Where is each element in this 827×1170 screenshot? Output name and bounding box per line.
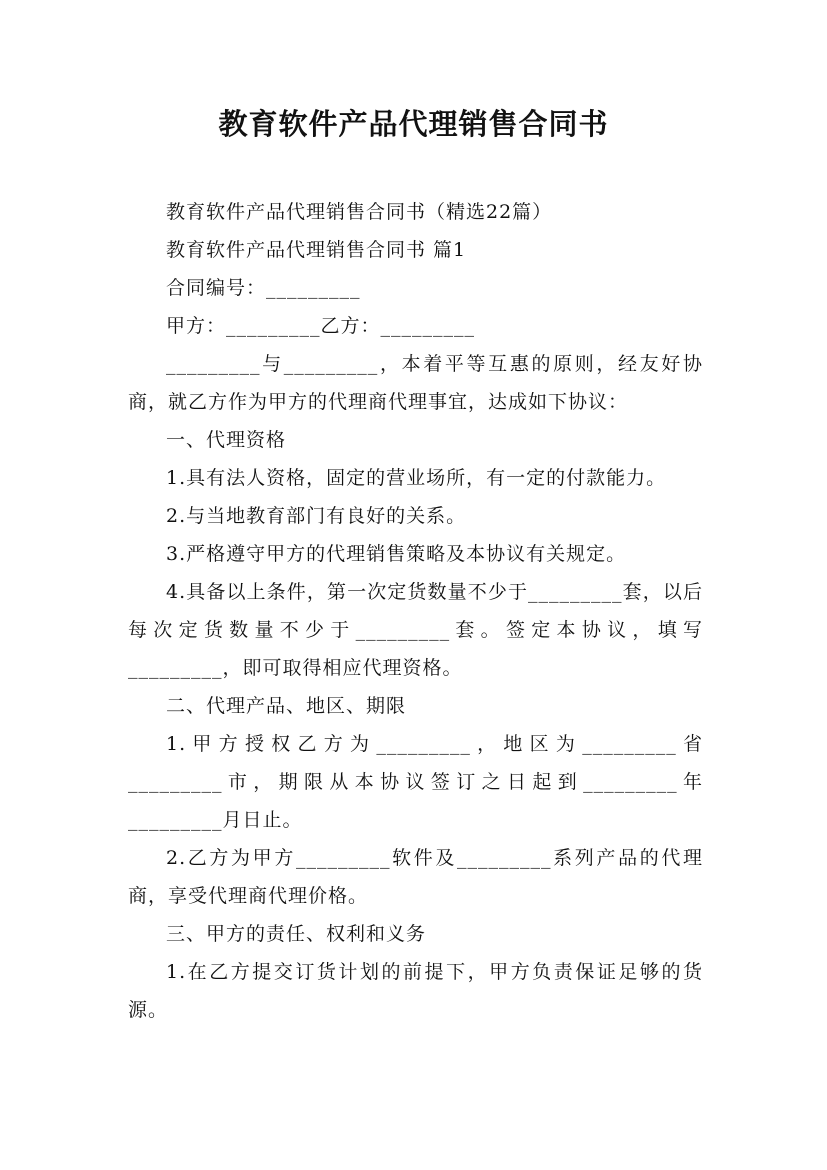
paragraph-item: 2.乙方为甲方_________软件及_________系列产品的代理商，享受代理商代理价格。 <box>128 847 703 907</box>
paragraph-item: 1.甲方授权乙方为_________，地区为_________省_________市，期限从本协议签订之日起到_________年_________月日止。 <box>128 733 703 831</box>
paragraph-item: 4.具备以上条件，第一次定货数量不少于_________套，以后每次定货数量不少于_________套。签定本协议，填写_________，即可取得相应代理资格。 <box>128 581 703 679</box>
document-body <box>128 193 703 1029</box>
paragraph-preamble: _________与_________，本着平等互惠的原则，经友好协商，就乙方作为甲方的代理商代理事宜，达成如下协议： <box>128 353 703 413</box>
paragraph-collection-title: 教育软件产品代理销售合同书（精选22篇） <box>166 201 553 223</box>
document-title: 教育软件产品代理销售合同书 <box>218 107 609 141</box>
paragraph-item: 1.具有法人资格，固定的营业场所，有一定的付款能力。 <box>166 467 667 489</box>
section-heading-obligations: 三、甲方的责任、权利和义务 <box>166 923 427 945</box>
paragraph-article-heading: 教育软件产品代理销售合同书 篇1 <box>166 239 467 261</box>
paragraph-item: 3.严格遵守甲方的代理销售策略及本协议有关规定。 <box>166 543 627 565</box>
paragraph-item: 1.在乙方提交订货计划的前提下，甲方负责保证足够的货源。 <box>128 961 703 1021</box>
section-heading-products: 二、代理产品、地区、期限 <box>166 695 407 717</box>
paragraph-contract-number: 合同编号：_________ <box>166 277 361 299</box>
section-heading-qualification: 一、代理资格 <box>166 429 287 451</box>
paragraph-item: 2.与当地教育部门有良好的关系。 <box>166 505 467 527</box>
paragraph-parties: 甲方：_________乙方：_________ <box>166 315 476 337</box>
